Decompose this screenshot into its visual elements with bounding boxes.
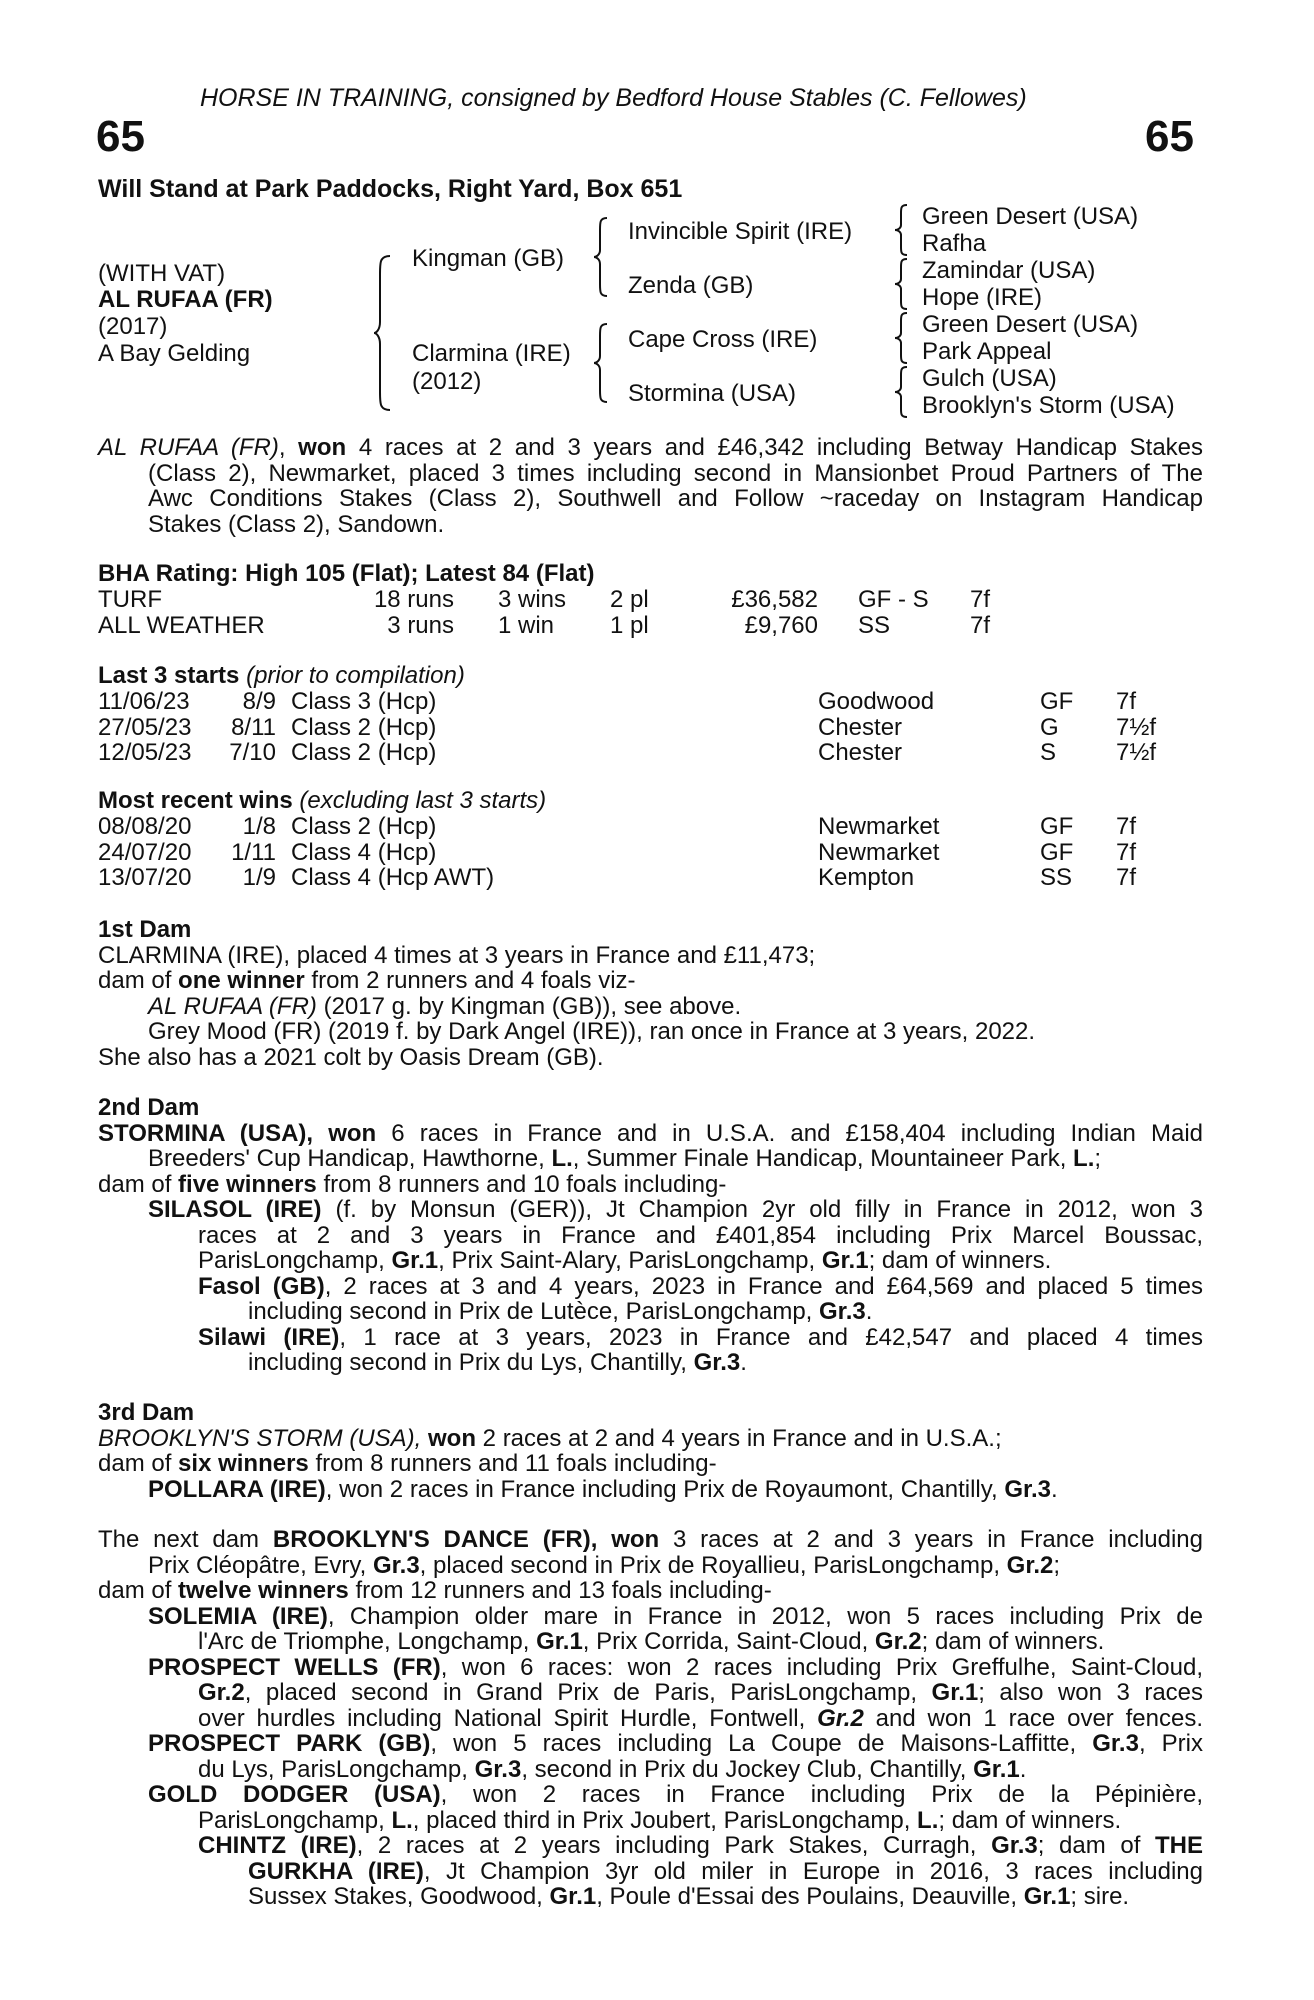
win-going: GF <box>1040 813 1074 840</box>
dam-name: BROOKLYN'S DANCE (FR), <box>272 1526 598 1553</box>
win-distance: 7f <box>1116 813 1137 840</box>
listed-label: L. <box>1073 1145 1095 1172</box>
grade-label: Gr.1 <box>973 1755 1020 1783</box>
dam-dam: Stormina (USA) <box>628 380 797 407</box>
vat-note: (WITH VAT) <box>98 260 226 287</box>
dam-sire: Cape Cross (IRE) <box>628 326 818 353</box>
progeny-line: races at 2 and 3 years in France and £401,854 including Prix Marcel Boussac, <box>198 1221 1203 1249</box>
text: The next dam <box>98 1526 260 1553</box>
start-course: Goodwood <box>818 688 935 715</box>
text: dam of <box>98 1450 172 1477</box>
text: , Summer Finale Handicap, Mountaineer Park, <box>572 1145 1067 1172</box>
rating-row-turf <box>98 587 1198 613</box>
summary-line-2: (Class 2), Newmarket, placed 3 times including second in Mansionbet Proud Partners of The <box>148 459 1203 487</box>
win-going: GF <box>1040 838 1074 866</box>
start-course: Chester <box>818 713 903 741</box>
win-date: 08/08/20 <box>98 813 192 840</box>
lot-number-left: 65 <box>96 112 145 161</box>
rating-wins: 1 win <box>498 611 555 639</box>
start-date: 27/05/23 <box>98 713 192 741</box>
winner-count: six winners <box>178 1450 309 1477</box>
first-dam-section <box>98 917 1203 1070</box>
win-position: 1/9 <box>242 864 276 891</box>
last-start-row <box>98 689 1198 715</box>
text: , placed second in Grand Prix de Paris, ParisLongchamp, <box>244 1679 918 1706</box>
summary-line-4: Stakes (Class 2), Sandown. <box>148 510 445 538</box>
text: l'Arc de Triomphe, Longchamp, <box>198 1628 530 1655</box>
text: ; dam of <box>1037 1832 1141 1859</box>
grade-label: Gr.1 <box>549 1883 597 1910</box>
first-dam-heading: 1st Dam <box>98 916 192 943</box>
dam-name: Clarmina (IRE) <box>412 340 571 367</box>
recent-wins-note: (excluding last 3 starts) <box>299 787 547 814</box>
grade-label: Gr.3 <box>819 1298 866 1325</box>
rating-wins: 3 wins <box>498 586 567 613</box>
text: , placed second in Prix de Royallieu, ParisLongchamp, <box>419 1551 1000 1579</box>
text: from 8 runners and 11 foals including- <box>315 1450 717 1477</box>
rating-prize: £9,760 <box>744 611 818 639</box>
progeny-name: SILASOL (IRE) <box>148 1196 322 1223</box>
text: Sussex Stakes, Goodwood, <box>248 1883 543 1910</box>
winner-count: one winner <box>178 967 305 994</box>
rating-places: 2 pl <box>610 586 649 613</box>
start-position: 8/9 <box>242 688 276 715</box>
progeny-name: SOLEMIA (IRE) <box>148 1602 328 1630</box>
won-label: won <box>328 1119 377 1147</box>
progeny-name: CHINTZ (IRE) <box>198 1832 357 1859</box>
lot-number-right: 65 <box>1145 112 1194 161</box>
pedigree-brace-5 <box>893 257 909 311</box>
start-distance: 7½f <box>1116 739 1157 766</box>
progeny-name: GOLD DODGER (USA) <box>148 1781 441 1808</box>
text: 2 races at 2 and 4 years in France and in U.S.A.; <box>482 1424 1002 1452</box>
recent-wins-heading-line <box>98 788 1203 814</box>
text: (f. by Monsun (GER)), Jt Champion 2yr old filly in France in 2012, won 3 <box>335 1196 1203 1223</box>
rating-heading: BHA Rating: High 105 (Flat); Latest 84 (Flat) <box>98 560 595 587</box>
text: , Champion older mare in France in 2012, won 5 races including Prix de <box>327 1602 1204 1630</box>
recent-wins-table <box>98 814 1198 891</box>
rating-going: GF - S <box>858 586 929 613</box>
text: ; dam of winners. <box>938 1806 1122 1834</box>
recent-win-row <box>98 840 1198 866</box>
text: 6 races in France and in U.S.A. and £158,404 including Indian Maid <box>391 1119 1204 1147</box>
pedigree-brace-2 <box>592 216 610 298</box>
ancestor-5: Green Desert (USA) <box>922 311 1139 338</box>
start-date: 12/05/23 <box>98 739 192 766</box>
text: , Jt Champion 3yr old miler in Europe in 2016, 3 races including <box>423 1857 1203 1885</box>
grade-label: Gr.3 <box>372 1551 420 1579</box>
ancestor-8: Brooklyn's Storm (USA) <box>922 392 1175 419</box>
pedigree-brace-3 <box>592 322 610 404</box>
text: , placed third in Prix Joubert, ParisLongchamp, <box>412 1806 911 1834</box>
win-date: 24/07/20 <box>98 838 192 866</box>
grade-label: Gr.2 <box>198 1679 245 1706</box>
text: , Prix Corrida, Saint-Cloud, <box>582 1628 869 1655</box>
text: including second in Prix du Lys, Chantilly, <box>248 1349 687 1376</box>
progeny-name: POLLARA (IRE) <box>148 1475 326 1503</box>
consignor-heading: HORSE IN TRAINING, consigned by Bedford House Stables (C. Fellowes) <box>200 84 1027 112</box>
rating-surface: ALL WEATHER <box>98 611 265 639</box>
progeny-name: Fasol (GB) <box>198 1272 325 1300</box>
pedigree-brace-4 <box>893 203 909 257</box>
rating-places: 1 pl <box>610 611 649 639</box>
win-course: Kempton <box>818 864 915 891</box>
text: , Prix Saint-Alary, ParisLongchamp, <box>438 1247 816 1274</box>
grade-label: Gr.3 <box>693 1349 741 1376</box>
horse-description: A Bay Gelding <box>98 340 251 367</box>
listed-label: L. <box>391 1806 413 1834</box>
grade-label: Gr.1 <box>391 1247 439 1274</box>
text: 3 races at 2 and 3 years in France including <box>673 1526 1203 1553</box>
grade-label: Gr.1 <box>931 1679 979 1706</box>
text: du Lys, ParisLongchamp, <box>198 1755 468 1783</box>
progeny-name: GURKHA (IRE) <box>248 1857 424 1885</box>
rating-surface: TURF <box>98 586 162 613</box>
win-position: 1/11 <box>231 838 276 866</box>
text: . <box>740 1349 747 1376</box>
text: . <box>1019 1755 1027 1783</box>
won-label: won <box>611 1526 660 1553</box>
text: ParisLongchamp, <box>198 1806 385 1834</box>
text: including second in Prix de Lutèce, ParisLongchamp, <box>248 1298 813 1325</box>
rating-going: SS <box>858 611 891 639</box>
win-distance: 7f <box>1116 864 1137 891</box>
last-starts-heading: Last 3 starts <box>98 662 240 689</box>
win-class: Class 4 (Hcp AWT) <box>291 864 495 891</box>
win-class: Class 4 (Hcp) <box>291 838 437 866</box>
start-date: 11/06/23 <box>98 688 190 715</box>
grade-label: Gr.3 <box>1092 1730 1139 1757</box>
rating-runs: 18 runs <box>373 586 454 613</box>
grade-label: Gr.1 <box>536 1628 583 1655</box>
start-course: Chester <box>818 739 903 766</box>
ancestor-6: Park Appeal <box>922 338 1052 365</box>
last-starts-note: (prior to compilation) <box>246 662 465 689</box>
grade-label: Gr.1 <box>1023 1883 1071 1910</box>
progeny-name: PROSPECT PARK (GB) <box>148 1730 431 1757</box>
race-summary: AL RUFAA (FR), won 4 races at 2 and 3 years and £46,342 including Betway Handicap Stakes (Class 2), Newmarket, placed 3 times including second in Mansionbet Proud Partners of The Awc Conditions Stakes (Class 2), Southwell and Follow ~raceday on Instagram Handicap Stakes (Class 2), Sandown. <box>98 434 1204 538</box>
start-distance: 7½f <box>1116 713 1157 741</box>
first-dam-line-4: Grey Mood (FR) (2019 f. by Dark Angel (IRE)), ran once in France at 3 years, 2022. <box>148 1018 1036 1045</box>
stabling-location: Will Stand at Park Paddocks, Right Yard, Box 651 <box>98 175 683 203</box>
rating-row-all-weather <box>98 613 1198 639</box>
listed-label: L. <box>551 1145 573 1172</box>
text: ; dam of winners. <box>921 1628 1105 1655</box>
grade-label: Gr.2 <box>1006 1551 1054 1579</box>
start-class: Class 3 (Hcp) <box>291 688 437 715</box>
last-start-row <box>98 740 1198 766</box>
summary-line-3: Awc Conditions Stakes (Class 2), Southwell and Follow ~raceday on Instagram Handicap <box>148 485 1203 512</box>
grade-label: Gr.3 <box>474 1755 522 1783</box>
text: dam of <box>98 967 172 994</box>
win-distance: 7f <box>1116 838 1137 866</box>
recent-win-row <box>98 865 1198 891</box>
pedigree-brace-6 <box>893 311 909 365</box>
win-course: Newmarket <box>818 813 940 840</box>
text: , Poule d'Essai des Poulains, Deauville, <box>596 1883 1018 1910</box>
first-dam-line-5: She also has a 2021 colt by Oasis Dream (GB). <box>98 1043 604 1071</box>
ancestor-3: Zamindar (USA) <box>922 257 1096 284</box>
text: ; <box>1094 1145 1102 1172</box>
grade-label: Gr.3 <box>991 1832 1038 1859</box>
text: dam of <box>98 1577 172 1604</box>
text: , 1 race at 3 years, 2023 in France and £42,547 and placed 4 times <box>339 1323 1203 1351</box>
winner-count: twelve winners <box>178 1577 349 1604</box>
text: from 8 runners and 10 foals including- <box>323 1170 727 1198</box>
dam-name: STORMINA (USA), <box>98 1119 314 1147</box>
recent-win-row <box>98 814 1198 840</box>
start-distance: 7f <box>1116 688 1137 715</box>
text: , Prix <box>1138 1730 1204 1757</box>
text: dam of <box>98 1170 172 1198</box>
ancestor-4: Hope (IRE) <box>922 284 1043 311</box>
text: . <box>1051 1475 1058 1503</box>
win-going: SS <box>1040 864 1073 891</box>
horse-year: (2017) <box>98 313 168 340</box>
rating-distance: 7f <box>970 586 991 613</box>
ancestor-7: Gulch (USA) <box>922 365 1057 392</box>
progeny-name: THE <box>1155 1832 1203 1859</box>
progeny-name: Silawi (IRE) <box>198 1323 340 1351</box>
ancestor-2: Rafha <box>922 230 987 257</box>
summary-won: won <box>298 434 347 461</box>
third-dam-section <box>98 1400 1203 1502</box>
start-position: 7/10 <box>229 739 276 766</box>
rating-distance: 7f <box>970 611 991 639</box>
first-dam-line-1: CLARMINA (IRE), placed 4 times at 3 years in France and £11,473; <box>98 941 816 969</box>
rating-table <box>98 587 1198 638</box>
last-starts-heading-line <box>98 663 1203 689</box>
next-dam-section <box>98 1527 1203 1910</box>
won-label: won <box>428 1424 476 1452</box>
win-position: 1/8 <box>242 813 276 840</box>
start-going: S <box>1040 739 1057 766</box>
third-dam-heading: 3rd Dam <box>98 1399 195 1426</box>
text: ; <box>1053 1551 1061 1579</box>
start-class: Class 2 (Hcp) <box>291 739 437 766</box>
text: and won 1 race over fences. <box>875 1704 1204 1732</box>
text: (2017 g. by Kingman (GB)), see above. <box>323 992 742 1020</box>
horse-name: AL RUFAA (FR) <box>98 286 273 313</box>
text: from 2 runners and 4 foals viz- <box>311 967 636 994</box>
recent-wins-heading: Most recent wins <box>98 787 293 814</box>
win-course: Newmarket <box>818 838 940 866</box>
last-start-row <box>98 715 1198 741</box>
listed-label: L. <box>917 1806 939 1834</box>
grade-label: Gr.2 <box>817 1704 864 1732</box>
text: , won 2 races in France including Prix de Royaumont, Chantilly, <box>325 1475 998 1503</box>
text: . <box>865 1298 873 1325</box>
sire-name: Kingman (GB) <box>412 245 565 272</box>
sire-dam: Zenda (GB) <box>628 272 754 299</box>
sire-sire: Invincible Spirit (IRE) <box>628 218 853 245</box>
text: , 2 races at 3 and 4 years, 2023 in France and £64,569 and placed 5 times <box>324 1272 1203 1300</box>
start-class: Class 2 (Hcp) <box>291 713 437 741</box>
last-starts-table <box>98 689 1198 766</box>
pedigree-brace-1 <box>372 254 394 412</box>
grade-label: Gr.2 <box>874 1628 922 1655</box>
win-date: 13/07/20 <box>98 864 192 891</box>
rating-runs: 3 runs <box>387 611 454 639</box>
summary-line-1: 4 races at 2 and 3 years and £46,342 including Betway Handicap Stakes <box>358 434 1204 461</box>
start-position: 8/11 <box>231 713 276 741</box>
progeny-name: PROSPECT WELLS (FR) <box>148 1653 441 1681</box>
dam-name: BROOKLYN'S STORM (USA), <box>98 1424 422 1452</box>
text: , 2 races at 2 years including Park Stakes, Curragh, <box>356 1832 977 1859</box>
pedigree-brace-7 <box>893 365 909 419</box>
second-dam-section <box>98 1095 1203 1376</box>
text: from 12 runners and 13 foals including- <box>355 1577 772 1604</box>
dam-year: (2012) <box>412 368 482 395</box>
win-class: Class 2 (Hcp) <box>291 813 437 840</box>
grade-label: Gr.3 <box>1004 1475 1052 1503</box>
text: ; sire. <box>1070 1883 1130 1910</box>
text: over hurdles including National Spirit Hurdle, Fontwell, <box>198 1704 806 1732</box>
rating-prize: £36,582 <box>731 586 818 613</box>
text: , second in Prix du Jockey Club, Chantilly, <box>521 1755 967 1783</box>
start-going: G <box>1040 713 1059 741</box>
text: , won 6 races: won 2 races including Prix Greffulhe, Saint-Cloud, <box>440 1653 1203 1681</box>
text: ; dam of winners. <box>868 1247 1052 1274</box>
summary-horse-name: AL RUFAA (FR) <box>98 434 279 461</box>
text: , won 2 races in France including Prix de la Pépinière, <box>440 1781 1203 1808</box>
ancestor-1: Green Desert (USA) <box>922 203 1139 230</box>
text: , won 5 races including La Coupe de Maisons-Laffitte, <box>430 1730 1077 1757</box>
start-going: GF <box>1040 688 1074 715</box>
text: ParisLongchamp, <box>198 1247 385 1274</box>
text: ; also won 3 races <box>978 1679 1204 1706</box>
second-dam-heading: 2nd Dam <box>98 1094 200 1121</box>
text: Breeders' Cup Handicap, Hawthorne, <box>148 1145 545 1172</box>
grade-label: Gr.1 <box>821 1247 869 1274</box>
winner-count: five winners <box>178 1170 317 1198</box>
rating-section <box>98 561 1203 587</box>
text: Prix Cléopâtre, Evry, <box>148 1551 367 1579</box>
progeny-name: AL RUFAA (FR) <box>148 992 317 1020</box>
